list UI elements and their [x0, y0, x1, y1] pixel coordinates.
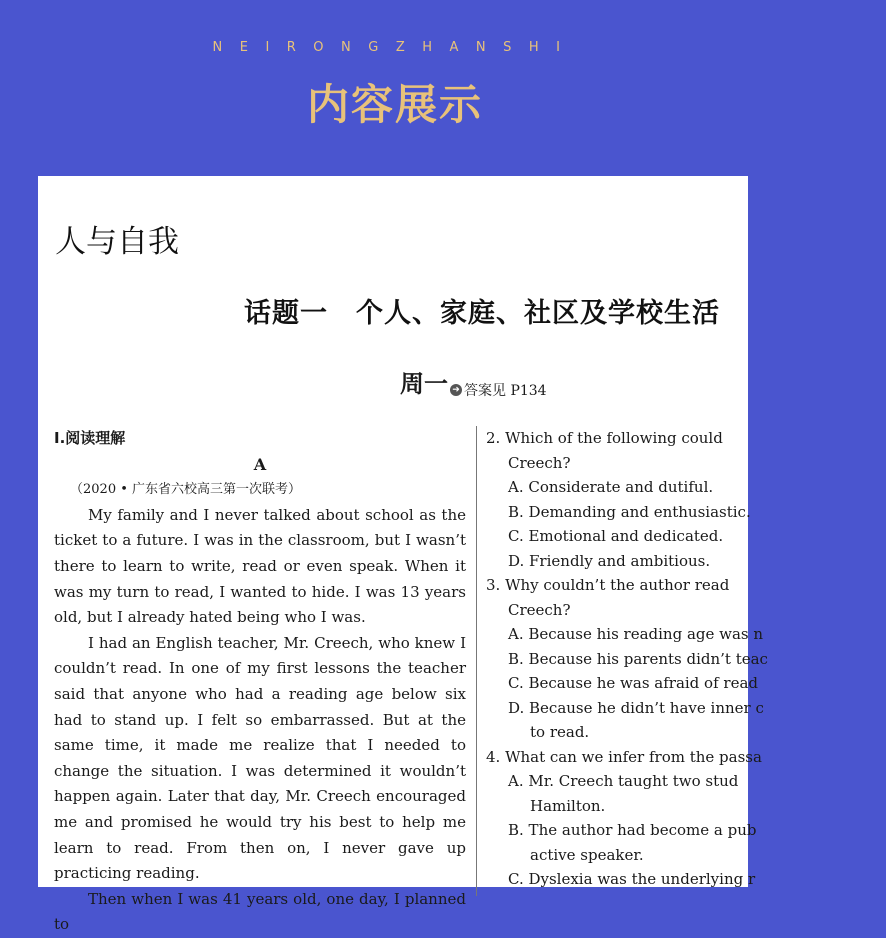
question-3-option-c: C. Because he was afraid of read [508, 674, 758, 692]
day-label: 周一 [400, 369, 448, 398]
day-row [400, 364, 547, 400]
question-3-cont: Creech? [508, 600, 571, 619]
question-3-option-d: D. Because he didn’t have inner c [508, 698, 764, 717]
header-title: 内容展示 [306, 80, 483, 129]
question-3-option-a: A. Because his reading age was n [508, 625, 764, 643]
section-heading: Ⅰ.阅读理解 [54, 429, 126, 447]
question-2: 2. Which of the following could [486, 429, 723, 447]
questions-column [486, 426, 886, 892]
answer-ref [450, 380, 547, 400]
topic-title: 话题一 个人、家庭、社区及学校生活 [244, 298, 720, 329]
question-2-option-b: B. Demanding and enthusiastic. [508, 502, 751, 521]
passage-paragraph: Then when I was 41 years old, one day, I planned to [54, 889, 466, 934]
question-2-option-d: D. Friendly and ambitious. [508, 551, 711, 570]
source-note: （2020 • 广东省六校高三第一次联考） [70, 482, 302, 498]
question-3-option-d-cont: to read. [530, 723, 590, 741]
passage-column [54, 426, 466, 938]
column-divider [476, 426, 477, 896]
question-4-option-c: C. Dyslexia was the underlying r [508, 870, 756, 888]
unit-title: 人与自我 [55, 224, 179, 260]
question-3-option-b: B. Because his parents didn’t teac [508, 649, 768, 668]
passage-letter: A [253, 454, 267, 474]
header-pinyin: NEIRONGZHANSHI [212, 40, 578, 55]
question-2-cont: Creech? [508, 453, 571, 472]
question-2-option-c: C. Emotional and dedicated. [508, 527, 724, 545]
question-2-option-a: A. Considerate and dutiful. [508, 478, 714, 496]
answer-ref-text: 答案见 P134 [464, 383, 547, 399]
arrow-right-icon: ➜ [450, 384, 462, 396]
question-4-option-a: A. Mr. Creech taught two stud [508, 772, 739, 790]
question-4-option-b: B. The author had become a pub [508, 821, 757, 839]
question-4: 4. What can we infer from the passa [486, 747, 762, 766]
passage-paragraph: I had an English teacher, Mr. Creech, who knew I couldn’t read. In one of my first lessons the teacher said that anyone who had a reading age below six had to stand up. I felt so embarrassed. But at the same time, it made me realize that I needed to change the situation. I was determined it wouldn’t happen again. Later that day, Mr. Creech encouraged me and promised he would try his best to help me learn to read. From then on, I never gave up practicing reading. [54, 633, 466, 883]
question-4-option-b-cont: active speaker. [530, 845, 644, 864]
question-3: 3. Why couldn’t the author read [486, 576, 730, 594]
question-4-option-a-cont: Hamilton. [530, 796, 606, 815]
passage-paragraph: My family and I never talked about school as the ticket to a future. I was in the classroom, but I wasn’t there to learn to write, read or even speak. When it was my turn to read, I wanted to hide. I was 13 years old, but I already hated being who I was. [54, 505, 466, 627]
book-page [38, 176, 768, 934]
